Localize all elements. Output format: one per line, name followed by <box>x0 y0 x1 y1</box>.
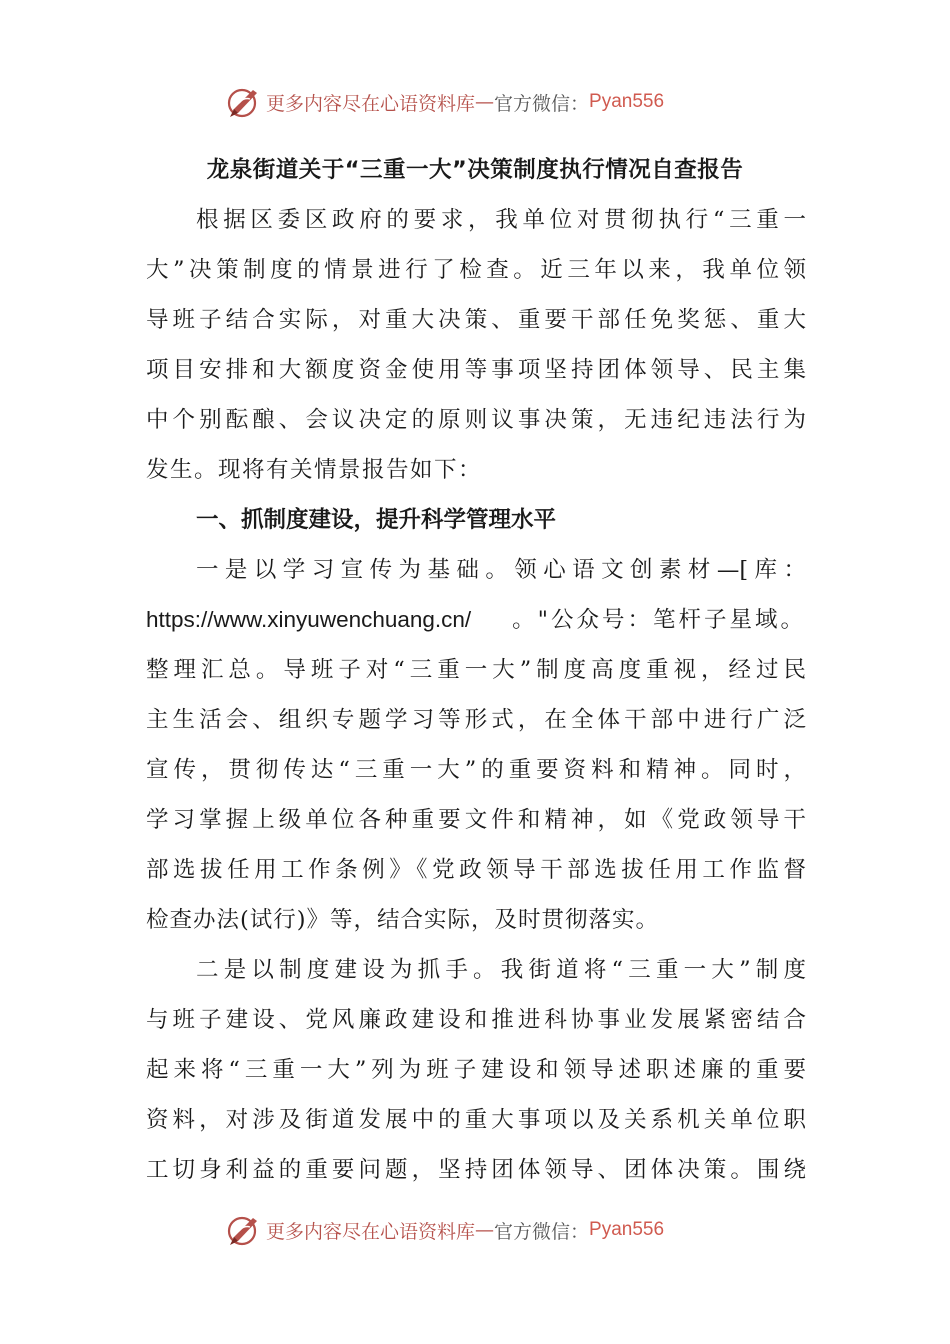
footer-banner <box>0 1210 950 1250</box>
pen-logo-icon <box>226 84 262 120</box>
banner-label: 官方微信： <box>494 1220 590 1243</box>
body-line: 大”决策制度的情景进行了检查。近三年以来，我单位领 <box>146 257 806 283</box>
pen-logo-icon <box>226 1212 262 1248</box>
body-line: 与班子建设、党风廉政建设和推进科协事业发展紧密结合 <box>146 1007 806 1033</box>
body-text: 。"公众号：笔杆子星域。 <box>512 607 806 633</box>
document-title: 龙泉街道关于“三重一大”决策制度执行情况自查报告 <box>206 157 744 183</box>
banner-wechat-id: Pyan556 <box>589 91 665 112</box>
body-line: 主生活会、组织专题学习等形式，在全体干部中进行广泛 <box>146 707 806 733</box>
banner-wechat-id: Pyan556 <box>589 1219 665 1240</box>
body-line: 检查办法(试行)》等，结合实际，及时贯彻落实。 <box>146 907 660 933</box>
website-url[interactable]: https://www.xinyuwenchuang.cn/ <box>146 607 472 632</box>
body-line: 学习掌握上级单位各种重要文件和精神，如《党政领导干 <box>146 807 806 833</box>
body-line: 部选拔任用工作条例》《党政领导干部选拔任用工作监督 <box>146 857 806 883</box>
section-heading: 一、抓制度建设，提升科学管理水平 <box>196 507 557 533</box>
body-line: 中个别酝酿、会议决定的原则议事决策，无违纪违法行为 <box>146 407 806 433</box>
banner-text: 更多内容尽在心语资料库 <box>266 1220 476 1243</box>
body-line: 项目安排和大额度资金使用等事项坚持团体领导、民主集 <box>146 357 806 383</box>
body-line: 发生。现将有关情景报告如下： <box>146 457 483 483</box>
body-line: 整理汇总。导班子对“三重一大”制度高度重视，经过民 <box>146 657 806 683</box>
body-line: 工切身利益的重要问题，坚持团体领导、团体决策。围绕 <box>146 1157 806 1183</box>
body-line: 二是以制度建设为抓手。我街道将“三重一大”制度 <box>196 957 806 983</box>
banner-label: 官方微信： <box>494 92 590 115</box>
body-line-url <box>146 595 806 645</box>
header-banner <box>0 82 950 122</box>
body-line: 根据区委区政府的要求，我单位对贯彻执行“三重一 <box>196 207 806 233</box>
body-line: 宣传，贯彻传达“三重一大”的重要资料和精神。同时， <box>146 757 806 783</box>
body-line: 一是以学习宣传为基础。领心语文创素材—[库： <box>196 557 806 583</box>
banner-separator: — <box>475 91 495 113</box>
banner-text: 更多内容尽在心语资料库 <box>266 92 476 115</box>
body-line: 资料，对涉及街道发展中的重大事项以及关系机关单位职 <box>146 1107 806 1133</box>
body-line: 起来将“三重一大”列为班子建设和领导述职述廉的重要 <box>146 1057 806 1083</box>
banner-separator: — <box>475 1219 495 1241</box>
body-line: 导班子结合实际，对重大决策、重要干部任免奖惩、重大 <box>146 307 806 333</box>
